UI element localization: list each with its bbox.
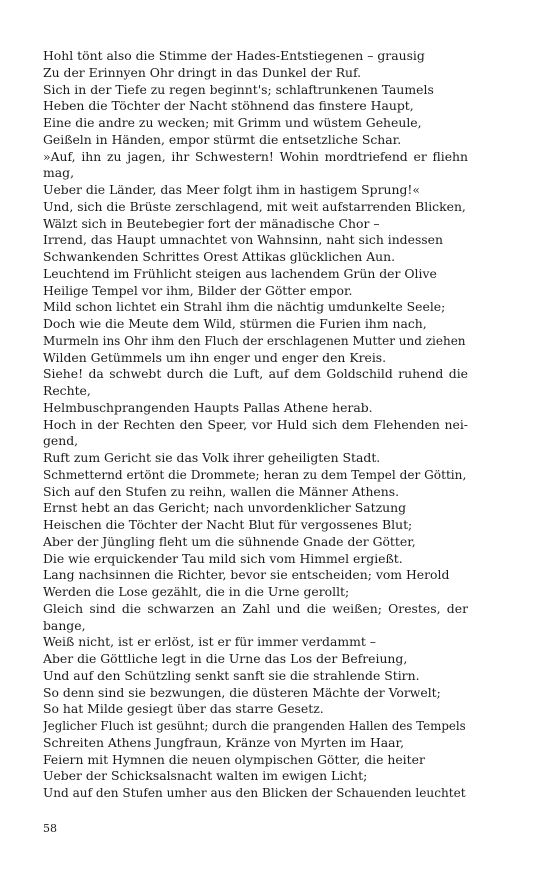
poem-line: So denn sind sie bezwungen, die düsteren Mächte der Vorwelt; <box>43 684 441 700</box>
page-number: 58 <box>43 822 57 835</box>
poem-line: Murmeln ins Ohr ihm den Fluch der erschlagenen Mutter und ziehen <box>43 333 466 348</box>
poem-line: So hat Milde gesiegt über das starre Gesetz. <box>43 701 324 717</box>
poem-line: Jeglicher Fluch ist gesühnt; durch die prangenden Hallen des Tempels <box>43 719 466 733</box>
poem-line: Zu der Erinnyen Ohr dringt in das Dunkel der Ruf. <box>43 64 362 80</box>
poem-line: Schwankenden Schrittes Orest Attikas glücklichen Aun. <box>43 249 396 264</box>
poem-line: Heilige Tempel vor ihm, Bilder der Götter empor. <box>43 282 353 298</box>
poem-line: Schmetternd ertönt die Drommete; heran zu dem Tempel der Göttin, <box>43 467 467 482</box>
poem-line: Ruft zum Gericht sie das Volk ihrer geheiligten Stadt. <box>43 450 381 465</box>
poem-line: Gleich sind die schwarzen an Zahl und die weißen; Orestes, der <box>43 600 468 616</box>
poem-line: Aber der Jüngling fleht um die sühnende Gnade der Götter, <box>43 533 416 549</box>
poem-line: Und auf den Stufen umher aus den Blicken der Schauenden leuchtet <box>43 786 466 800</box>
poem-line: Siehe! da schwebt durch die Luft, auf dem Goldschild ruhend die <box>43 366 468 382</box>
poem-line: Geißeln in Händen, empor stürmt die entsetzliche Schar. <box>43 131 402 147</box>
poem-line: bange, <box>43 617 86 633</box>
poem-line: Ueber die Länder, das Meer folgt ihm in hastigem Sprung!« <box>43 182 420 197</box>
poem-line: Heben die Töchter der Nacht stöhnend das finstere Haupt, <box>43 98 414 114</box>
poem-line: Sich in der Tiefe zu regen beginnt's; schlaftrunkenen Taumels <box>43 81 434 97</box>
poem-line: Schreiten Athens Jungfraun, Kränze von Myrten im Haar, <box>43 734 405 750</box>
poem-text-block <box>43 48 468 802</box>
poem-line: Und, sich die Brüste zerschlagend, mit weit aufstarrenden Blicken, <box>43 198 466 214</box>
poem-line: Rechte, <box>43 383 91 398</box>
poem-line: Aber die Göttliche legt in die Urne das Los der Befreiung, <box>43 651 408 666</box>
poem-line: Werden die Lose gezählt, die in die Urne gerollt; <box>43 584 350 599</box>
poem-line: Mild schon lichtet ein Strahl ihm die nächtig umdunkelte Seele; <box>43 299 446 315</box>
poem-line: Wilden Getümmels um ihn enger und enger den Kreis. <box>43 349 387 365</box>
poem-line: Weiß nicht, ist er erlöst, ist er für immer verdammt – <box>43 634 376 650</box>
poem-line: »Auf, ihn zu jagen, ihr Schwestern! Wohin mordtriefend er fliehn <box>43 148 468 164</box>
poem-line: Und auf den Schützling senkt sanft sie die strahlende Stirn. <box>43 667 420 683</box>
poem-line: Doch wie die Meute dem Wild, stürmen die Furien ihm nach, <box>43 316 427 331</box>
poem-line: Helmbuschprangenden Haupts Pallas Athene herab. <box>43 399 373 415</box>
poem-line: Ueber der Schicksalsnacht walten im ewigen Licht; <box>43 768 368 784</box>
poem-line: Hohl tönt also die Stimme der Hades-Entstiegenen – grausig <box>43 48 425 63</box>
poem-line: Feiern mit Hymnen die neuen olympischen Götter, die heiter <box>43 751 425 767</box>
poem-line: Ernst hebt an das Gericht; nach unvordenklicher Satzung <box>43 500 407 516</box>
poem-line: Irrend, das Haupt umnachtet von Wahnsinn, naht sich indessen <box>43 232 443 248</box>
poem-line: gend, <box>43 433 79 449</box>
poem-line: Die wie erquickender Tau mild sich vom Himmel ergießt. <box>43 550 403 566</box>
poem-line: Hoch in der Rechten den Speer, vor Huld sich dem Flehenden nei- <box>43 416 468 432</box>
poem-line: Eine die andre zu wecken; mit Grimm und wüstem Geheule, <box>43 115 422 130</box>
poem-line: Heischen die Töchter der Nacht Blut für vergossenes Blut; <box>43 517 413 532</box>
poem-line: Sich auf den Stufen zu reihn, wallen die Männer Athens. <box>43 483 400 499</box>
poem-line: Leuchtend im Frühlicht steigen aus lachendem Grün der Olive <box>43 265 437 281</box>
poem-line: mag, <box>43 165 75 181</box>
poem-line: Lang nachsinnen die Richter, bevor sie entscheiden; vom Herold <box>43 567 450 583</box>
poem-line: Wälzt sich in Beutebegier fort der mänadische Chor – <box>43 215 380 231</box>
